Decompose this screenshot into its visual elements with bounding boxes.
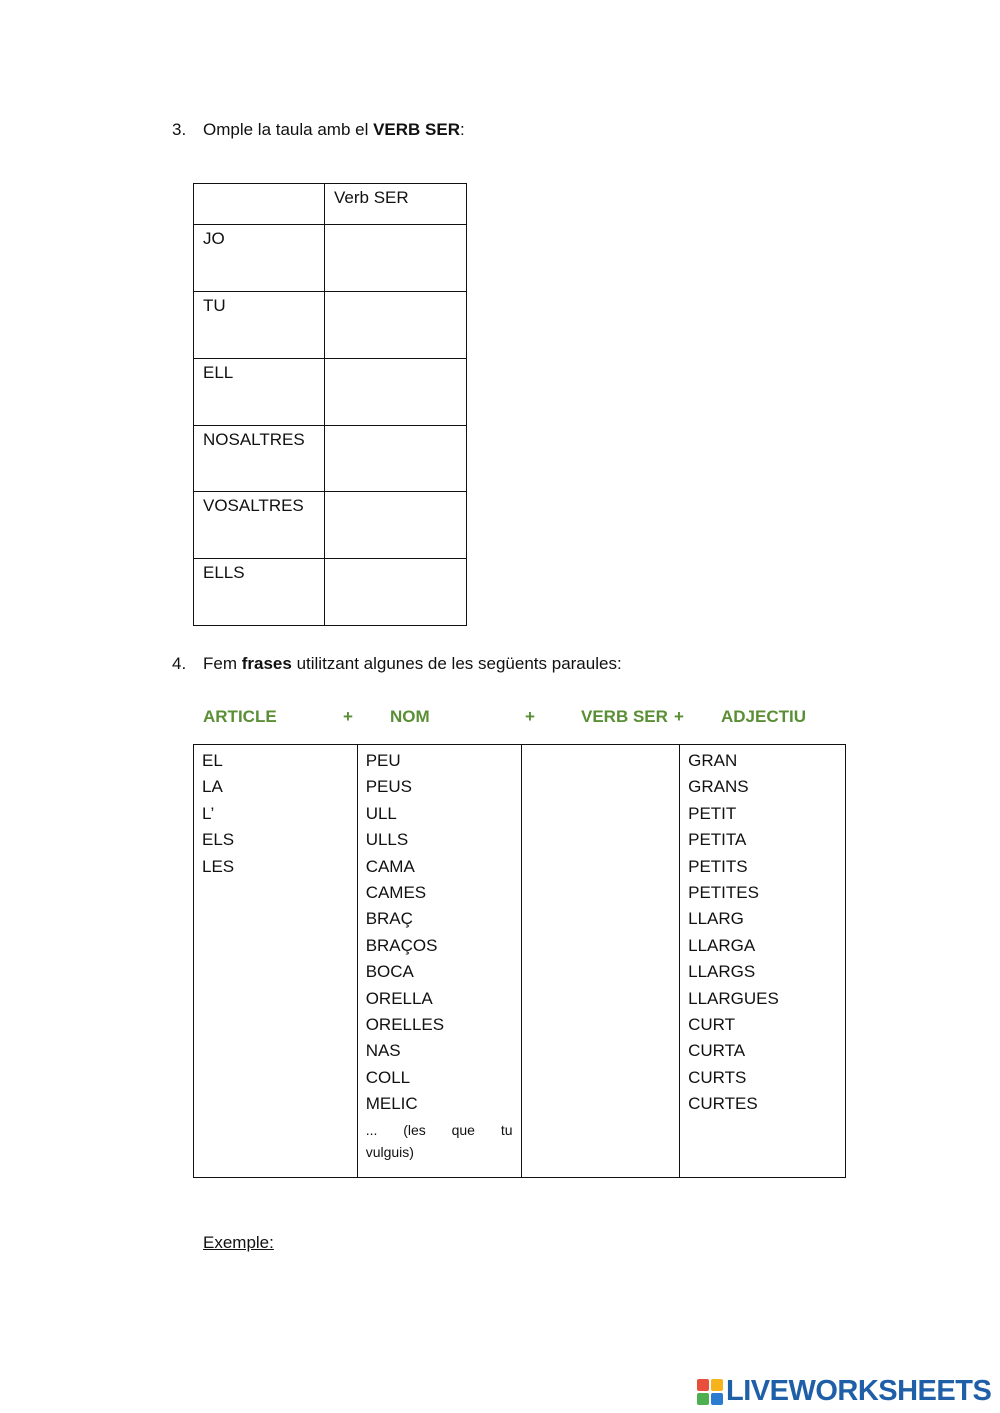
table-row: [194, 492, 467, 559]
answer-cell[interactable]: [325, 559, 467, 626]
question-number: 3.: [172, 120, 187, 139]
list-item: ULL: [365, 803, 397, 823]
verb-ser-table: [193, 183, 467, 626]
list-item: CURTA: [688, 1041, 746, 1061]
articles-list: [202, 748, 349, 880]
question-punct: :: [460, 120, 465, 139]
logo-square: [711, 1393, 723, 1405]
note-line-1: [366, 1119, 513, 1141]
question-number: 4.: [172, 654, 187, 673]
question-text: Omple la taula amb el: [203, 120, 374, 139]
header-verb: VERB SER: [581, 707, 668, 726]
pronoun-cell: TU: [194, 292, 325, 359]
answer-cell[interactable]: [325, 492, 467, 559]
adjectius-list: [688, 748, 837, 1117]
list-item: ULLS: [365, 830, 409, 850]
header-nom: NOM: [390, 707, 430, 726]
answer-cell[interactable]: [325, 426, 467, 492]
pronoun-cell: JO: [194, 225, 325, 292]
question-3: [172, 120, 465, 140]
adjectius-column: [680, 745, 846, 1178]
list-item: ELS: [202, 830, 235, 850]
logo-square: [711, 1379, 723, 1391]
answer-cell[interactable]: [325, 225, 467, 292]
note-line-2: vulguis): [365, 1144, 414, 1161]
list-item: BOCA: [365, 962, 414, 982]
list-item: PETITS: [688, 856, 748, 876]
liveworksheets-logo: [697, 1375, 991, 1408]
list-item: BRAÇOS: [365, 935, 438, 955]
list-item: CAMES: [365, 882, 427, 902]
pronoun-cell: ELLS: [194, 559, 325, 626]
logo-square: [697, 1379, 709, 1391]
table-header-verb: Verb SER: [325, 184, 467, 225]
list-item: CURT: [688, 1014, 736, 1034]
list-item: CAMA: [365, 856, 415, 876]
list-item: MELIC: [365, 1094, 418, 1114]
list-item: GRAN: [688, 751, 738, 770]
table-row: [194, 745, 846, 1178]
table-row: [194, 359, 467, 426]
list-item: ORELLA: [365, 988, 433, 1008]
list-item: LLARGUES: [688, 988, 779, 1008]
example-label: Exemple:: [203, 1233, 274, 1252]
logo-square: [697, 1393, 709, 1405]
table-header-empty: [194, 184, 325, 225]
list-item: LLARGA: [688, 935, 756, 955]
list-item: BRAÇ: [365, 909, 413, 929]
note-word: tu: [500, 1122, 513, 1139]
word-bank-table: [193, 744, 846, 1178]
table-row: [194, 426, 467, 492]
noms-column: [357, 745, 521, 1178]
header-plus: +: [674, 707, 684, 726]
noms-list: [366, 748, 513, 1117]
list-item: L’: [202, 803, 215, 823]
list-item: PEU: [365, 751, 401, 770]
table-header-row: [194, 184, 467, 225]
pronoun-cell: VOSALTRES: [194, 492, 325, 559]
question-4: [172, 654, 622, 674]
list-item: PETIT: [688, 803, 737, 823]
note-word: ...: [365, 1122, 378, 1139]
noms-note: [366, 1119, 513, 1163]
header-plus: +: [343, 707, 353, 726]
list-item: PETITA: [688, 830, 747, 850]
table-row: [194, 559, 467, 626]
question-keyword: frases: [241, 654, 292, 673]
logo-mark-icon: [697, 1379, 723, 1405]
logo-text: LIVEWORKSHEETS: [726, 1375, 992, 1407]
question-keyword: VERB SER: [373, 120, 461, 139]
answer-cell[interactable]: [325, 359, 467, 426]
pronoun-cell: ELL: [194, 359, 325, 426]
list-item: LLARGS: [688, 962, 756, 982]
list-item: CURTS: [688, 1067, 747, 1087]
list-item: EL: [202, 751, 223, 770]
list-item: PEUS: [365, 777, 412, 797]
list-item: ORELLES: [365, 1014, 445, 1034]
list-item: COLL: [365, 1067, 411, 1087]
answer-cell[interactable]: [325, 292, 467, 359]
note-word: (les: [403, 1122, 426, 1139]
verb-column[interactable]: [521, 745, 680, 1178]
list-item: NAS: [365, 1041, 401, 1061]
question-text: Fem: [203, 654, 242, 673]
note-word: que: [451, 1122, 475, 1139]
list-item: LES: [202, 856, 235, 876]
list-item: PETITES: [688, 882, 759, 902]
header-plus: +: [525, 707, 535, 726]
table-row: [194, 225, 467, 292]
list-item: CURTES: [688, 1094, 758, 1114]
list-item: GRANS: [688, 777, 749, 797]
table-row: [194, 292, 467, 359]
question-text-rest: utilitzant algunes de les següents paraules:: [291, 654, 622, 673]
pronoun-cell: NOSALTRES: [194, 426, 325, 492]
articles-column: [194, 745, 358, 1178]
header-adjectiu: ADJECTIU: [721, 707, 807, 726]
header-article: ARTICLE: [203, 707, 277, 726]
list-item: LLARG: [688, 909, 744, 929]
list-item: LA: [202, 777, 223, 797]
